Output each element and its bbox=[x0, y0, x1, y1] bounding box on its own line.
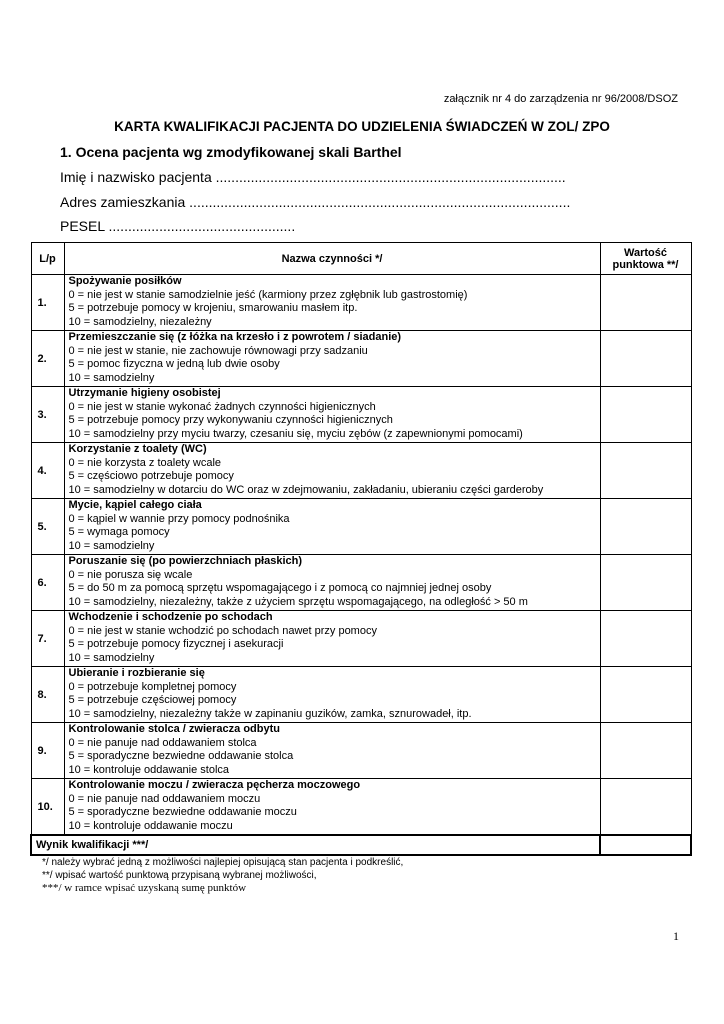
activity-title: Korzystanie z toalety (WC) bbox=[68, 443, 207, 455]
activity-title: Utrzymanie higieny osobistej bbox=[68, 387, 221, 399]
activity-description bbox=[64, 275, 600, 331]
header-lp: L/p bbox=[31, 243, 64, 275]
row-number: 10. bbox=[31, 779, 64, 836]
score-cell[interactable] bbox=[600, 667, 691, 723]
header-activity: Nazwa czynności */ bbox=[64, 243, 600, 275]
activity-description bbox=[64, 779, 600, 836]
row-number: 1. bbox=[31, 275, 64, 331]
patient-name-field[interactable]: Imię i nazwisko pacjenta .......................................................................................... bbox=[60, 169, 566, 185]
activity-option[interactable]: 10 = samodzielny, niezależny także w zapinaniu guzików, zamka, sznurowadeł, itp. bbox=[68, 708, 472, 721]
activity-description bbox=[64, 555, 600, 611]
activity-option[interactable]: 10 = samodzielny bbox=[68, 372, 155, 385]
activity-title: Kontrolowanie moczu / zwieracza pęcherza moczowego bbox=[68, 779, 361, 791]
activity-option[interactable]: 10 = samodzielny, niezależny, także z użyciem sprzętu wspomagającego, na odległość > 50 m bbox=[68, 596, 528, 609]
row-number: 3. bbox=[31, 387, 64, 443]
activity-title: Wchodzenie i schodzenie po schodach bbox=[68, 611, 273, 623]
row-number: 2. bbox=[31, 331, 64, 387]
row-number: 7. bbox=[31, 611, 64, 667]
score-cell[interactable] bbox=[600, 611, 691, 667]
footnotes bbox=[42, 857, 403, 895]
table-row bbox=[31, 555, 691, 611]
score-cell[interactable] bbox=[600, 555, 691, 611]
row-number: 5. bbox=[31, 499, 64, 555]
score-cell[interactable] bbox=[600, 499, 691, 555]
activity-description bbox=[64, 443, 600, 499]
activity-option[interactable]: 10 = samodzielny bbox=[68, 540, 155, 553]
activity-option[interactable]: 5 = do 50 m za pomocą sprzętu wspomagającego i z pomocą co najmniej jednej osoby bbox=[68, 582, 492, 595]
patient-pesel-field[interactable]: PESEL ................................................ bbox=[60, 218, 296, 234]
activity-option[interactable]: 0 = nie jest w stanie, nie zachowuje równowagi przy sadzaniu bbox=[68, 344, 368, 357]
activity-option[interactable]: 5 = pomoc fizyczna w jedną lub dwie osoby bbox=[68, 358, 280, 371]
activity-description bbox=[64, 611, 600, 667]
score-cell[interactable] bbox=[600, 723, 691, 779]
table-row bbox=[31, 611, 691, 667]
activity-description bbox=[64, 387, 600, 443]
score-cell[interactable] bbox=[600, 331, 691, 387]
row-number: 4. bbox=[31, 443, 64, 499]
activity-title: Ubieranie i rozbieranie się bbox=[68, 667, 205, 679]
page-number: 1 bbox=[673, 929, 679, 943]
table-row bbox=[31, 443, 691, 499]
activity-option[interactable]: 0 = nie jest w stanie wykonać żadnych czynności higienicznych bbox=[68, 400, 376, 413]
activity-title: Poruszanie się (po powierzchniach płaskich) bbox=[68, 555, 303, 567]
total-row bbox=[31, 835, 691, 855]
score-cell[interactable] bbox=[600, 779, 691, 836]
activity-description bbox=[64, 499, 600, 555]
score-cell[interactable] bbox=[600, 387, 691, 443]
table-row bbox=[31, 723, 691, 779]
total-label: Wynik kwalifikacji ***/ bbox=[31, 835, 600, 855]
table-header-row bbox=[31, 243, 691, 275]
activity-option[interactable]: 5 = potrzebuje pomocy przy wykonywaniu czynności higienicznych bbox=[68, 414, 393, 427]
activity-option[interactable]: 0 = nie jest w stanie samodzielnie jeść (karmiony przez zgłębnik lub gastrostomię) bbox=[68, 288, 468, 301]
activity-option[interactable]: 5 = wymaga pomocy bbox=[68, 526, 170, 539]
activity-title: Spożywanie posiłków bbox=[68, 275, 182, 287]
activity-option[interactable]: 5 = potrzebuje częściowej pomocy bbox=[68, 694, 237, 707]
table-row bbox=[31, 331, 691, 387]
table-row bbox=[31, 779, 691, 836]
activity-option[interactable]: 10 = kontroluje oddawanie moczu bbox=[68, 820, 233, 833]
footnote-2: **/ wpisać wartość punktową przypisaną wybranej możliwości, bbox=[42, 869, 317, 881]
table-row bbox=[31, 667, 691, 723]
activity-option[interactable]: 5 = sporadyczne bezwiedne oddawanie stolca bbox=[68, 750, 294, 763]
activity-description bbox=[64, 723, 600, 779]
activity-title: Przemieszczanie się (z łóżka na krzesło i z powrotem / siadanie) bbox=[68, 331, 402, 343]
row-number: 9. bbox=[31, 723, 64, 779]
activity-option[interactable]: 0 = kąpiel w wannie przy pomocy podnośnika bbox=[68, 512, 290, 525]
activity-option[interactable]: 5 = potrzebuje pomocy fizycznej i asekuracji bbox=[68, 638, 284, 651]
activity-option[interactable]: 0 = nie porusza się wcale bbox=[68, 568, 193, 581]
activity-option[interactable]: 0 = nie korzysta z toalety wcale bbox=[68, 456, 222, 469]
activity-title: Kontrolowanie stolca / zwieracza odbytu bbox=[68, 723, 280, 735]
activity-option[interactable]: 10 = samodzielny, niezależny bbox=[68, 316, 212, 329]
table-row bbox=[31, 499, 691, 555]
score-cell[interactable] bbox=[600, 443, 691, 499]
activity-option[interactable]: 0 = nie jest w stanie wchodzić po schodach nawet przy pomocy bbox=[68, 624, 377, 637]
barthel-table bbox=[30, 242, 692, 856]
annex-reference: załącznik nr 4 do zarządzenia nr 96/2008/DSOZ bbox=[443, 93, 678, 105]
footnote-3: ***/ w ramce wpisać uzyskaną sumę punktów bbox=[42, 882, 247, 894]
activity-option[interactable]: 5 = częściowo potrzebuje pomocy bbox=[68, 470, 234, 483]
section-heading: 1. Ocena pacjenta wg zmodyfikowanej skali Barthel bbox=[60, 144, 402, 160]
activity-description bbox=[64, 331, 600, 387]
row-number: 6. bbox=[31, 555, 64, 611]
patient-address-field[interactable]: Adres zamieszkania .................................................................................................. bbox=[60, 194, 571, 210]
activity-option[interactable]: 10 = samodzielny bbox=[68, 652, 155, 665]
activity-option[interactable]: 5 = potrzebuje pomocy w krojeniu, smarowaniu masłem itp. bbox=[68, 302, 358, 315]
header-value: Wartość punktowa **/ bbox=[600, 243, 691, 275]
activity-option[interactable]: 0 = nie panuje nad oddawaniem stolca bbox=[68, 736, 257, 749]
row-number: 8. bbox=[31, 667, 64, 723]
activity-option[interactable]: 10 = samodzielny w dotarciu do WC oraz w zdejmowaniu, zakładaniu, ubieraniu części garderoby bbox=[68, 484, 544, 497]
activity-title: Mycie, kąpiel całego ciała bbox=[68, 499, 202, 511]
footnote-1: */ należy wybrać jedną z możliwości najlepiej opisującą stan pacjenta i podkreślić, bbox=[42, 857, 404, 868]
activity-option[interactable]: 5 = sporadyczne bezwiedne oddawanie moczu bbox=[68, 806, 297, 819]
score-cell[interactable] bbox=[600, 275, 691, 331]
activity-option[interactable]: 10 = kontroluje oddawanie stolca bbox=[68, 764, 230, 777]
table-row bbox=[31, 387, 691, 443]
activity-option[interactable]: 0 = potrzebuje kompletnej pomocy bbox=[68, 680, 237, 693]
table-row bbox=[31, 275, 691, 331]
activity-option[interactable]: 0 = nie panuje nad oddawaniem moczu bbox=[68, 792, 261, 805]
document-title: KARTA KWALIFIKACJI PACJENTA DO UDZIELENIA ŚWIADCZEŃ W ZOL/ ZPO bbox=[114, 119, 610, 134]
activity-description bbox=[64, 667, 600, 723]
activity-option[interactable]: 10 = samodzielny przy myciu twarzy, czesaniu się, myciu zębów (z zapewnionymi pomocami) bbox=[68, 428, 523, 441]
total-score-box[interactable] bbox=[600, 835, 691, 855]
